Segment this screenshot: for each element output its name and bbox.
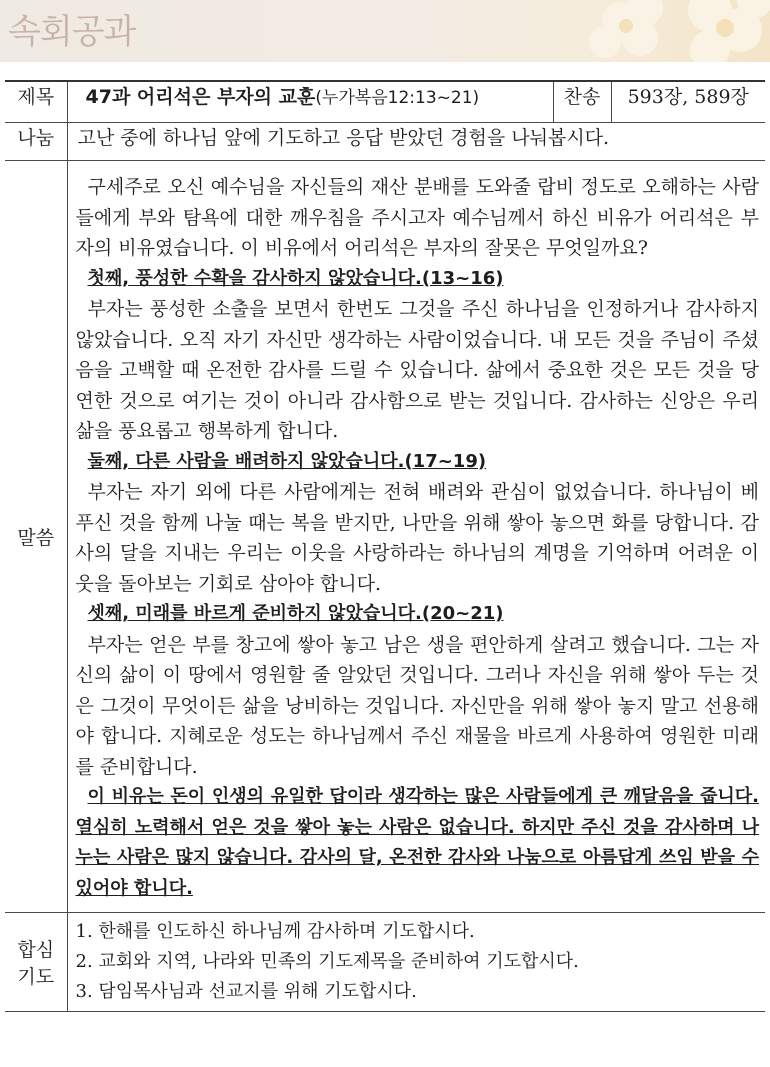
prayer-item-1: 1. 한해를 인도하신 하나님께 감사하며 기도합시다.: [75, 921, 475, 942]
title-row: [5, 81, 765, 123]
title-label: 제목: [5, 81, 67, 123]
hymn-label: 찬송: [553, 81, 611, 123]
lesson-sheet: [5, 80, 765, 1012]
lesson-title-cell: [67, 81, 553, 123]
sermon-row: [5, 161, 765, 913]
banner-title: 속회공과: [8, 12, 136, 52]
sermon-heading-3: 셋째, 미래를 바르게 준비하지 않았습니다.(20~21): [87, 603, 504, 624]
prayer-item-3: 3. 담임목사님과 선교지를 위해 기도합시다.: [75, 981, 417, 1002]
prayer-label-line-1: 합심: [17, 939, 55, 961]
sermon-paragraph-2: 부자는 자기 외에 다른 사람에게는 전혀 배려와 관심이 없었습니다. 하나님이 베푸신 것을 함께 나눌 때는 복을 받지만, 나만을 위해 쌓아 놓으면 화를 당합니다. 감사의 달을 지내는 우리는 이웃을 사랑하라는 하나님의 계명을 기억하며 어려운 이웃을 돌아보는 기회로 삼아야 합니다.: [75, 481, 759, 595]
prayer-cell: [67, 913, 765, 1012]
sermon-paragraph-3: 부자는 얻은 부를 창고에 쌓아 놓고 남은 생을 편안하게 살려고 했습니다. 그는 자신의 삶이 이 땅에서 영원할 줄 알았던 것입니다. 그러나 자신을 위해 쌓아 두는 것은 그것이 무엇이든 삶을 낭비하는 것입니다. 자신만을 위해 쌓아 놓지 말고 선용해야 합니다. 지혜로운 성도는 하나님께서 주신 재물을 바르게 사용하여 영원한 미래를 준비합니다.: [75, 633, 759, 778]
share-question: 고난 중에 하나님 앞에 기도하고 응답 받았던 경험을 나눠봅시다.: [77, 127, 610, 149]
sermon-heading-2: 둘째, 다른 사람을 배려하지 않았습니다.(17~19): [87, 450, 487, 472]
sermon-heading-1: 첫째, 풍성한 수확을 감사하지 않았습니다.(13~16): [87, 267, 504, 289]
lesson-title: [68, 86, 480, 108]
prayer-item-2: 2. 교회와 지역, 나라와 민족의 기도제목을 준비하여 기도합시다.: [75, 951, 579, 972]
share-cell: [67, 123, 765, 161]
sermon-conclusion: 이 비유는 돈이 인생의 유일한 답이라 생각하는 많은 사람들에게 큰 깨달음을 줍니다. 열심히 노력해서 얻은 것을 쌓아 놓는 사람은 없습니다. 하지만 주신 것을 감사하며 나누는 사람은 많지 않습니다. 감사의 달, 온전한 감사와 나눔으로 아름답게 쓰임 받을 수 있어야 합니다.: [75, 786, 759, 899]
prayer-label-line-2: 기도: [17, 966, 55, 988]
share-row: [5, 123, 765, 161]
hymn-numbers: 593장, 589장: [611, 81, 765, 123]
prayer-row: [5, 913, 765, 1012]
sermon-body: [68, 161, 766, 912]
prayer-label: [5, 913, 67, 1012]
scripture-reference: (누가복음12:13~21): [315, 88, 480, 108]
flower-decoration: [560, 0, 770, 62]
sermon-cell: [67, 161, 765, 913]
header-banner: [0, 0, 770, 62]
share-label: 나눔: [5, 123, 67, 161]
sermon-label: 말씀: [5, 161, 67, 913]
lesson-title-main: 47과 어리석은 부자의 교훈: [85, 86, 316, 108]
prayer-list: [68, 913, 766, 1011]
sermon-intro: 구세주로 오신 예수님을 자신들의 재산 분배를 도와줄 랍비 정도로 오해하는 사람들에게 부와 탐욕에 대한 깨우침을 주시고자 예수님께서 하신 비유가 어리석은 부자의 비유였습니다. 이 비유에서 어리석은 부자의 잘못은 무엇일까요?: [75, 176, 759, 259]
sermon-paragraph-1: 부자는 풍성한 소출을 보면서 한번도 그것을 주신 하나님을 인정하거나 감사하지 않았습니다. 오직 자기 자신만 생각하는 사람이었습니다. 내 모든 것을 주님이 주셨음을 고백할 때 온전한 감사를 드릴 수 있습니다. 삶에서 중요한 것은 모든 것을 당연한 것으로 여기는 것이 아니라 감사함으로 받는 것입니다. 감사하는 신앙은 우리 삶을 풍요롭고 행복하게 합니다.: [75, 298, 759, 442]
